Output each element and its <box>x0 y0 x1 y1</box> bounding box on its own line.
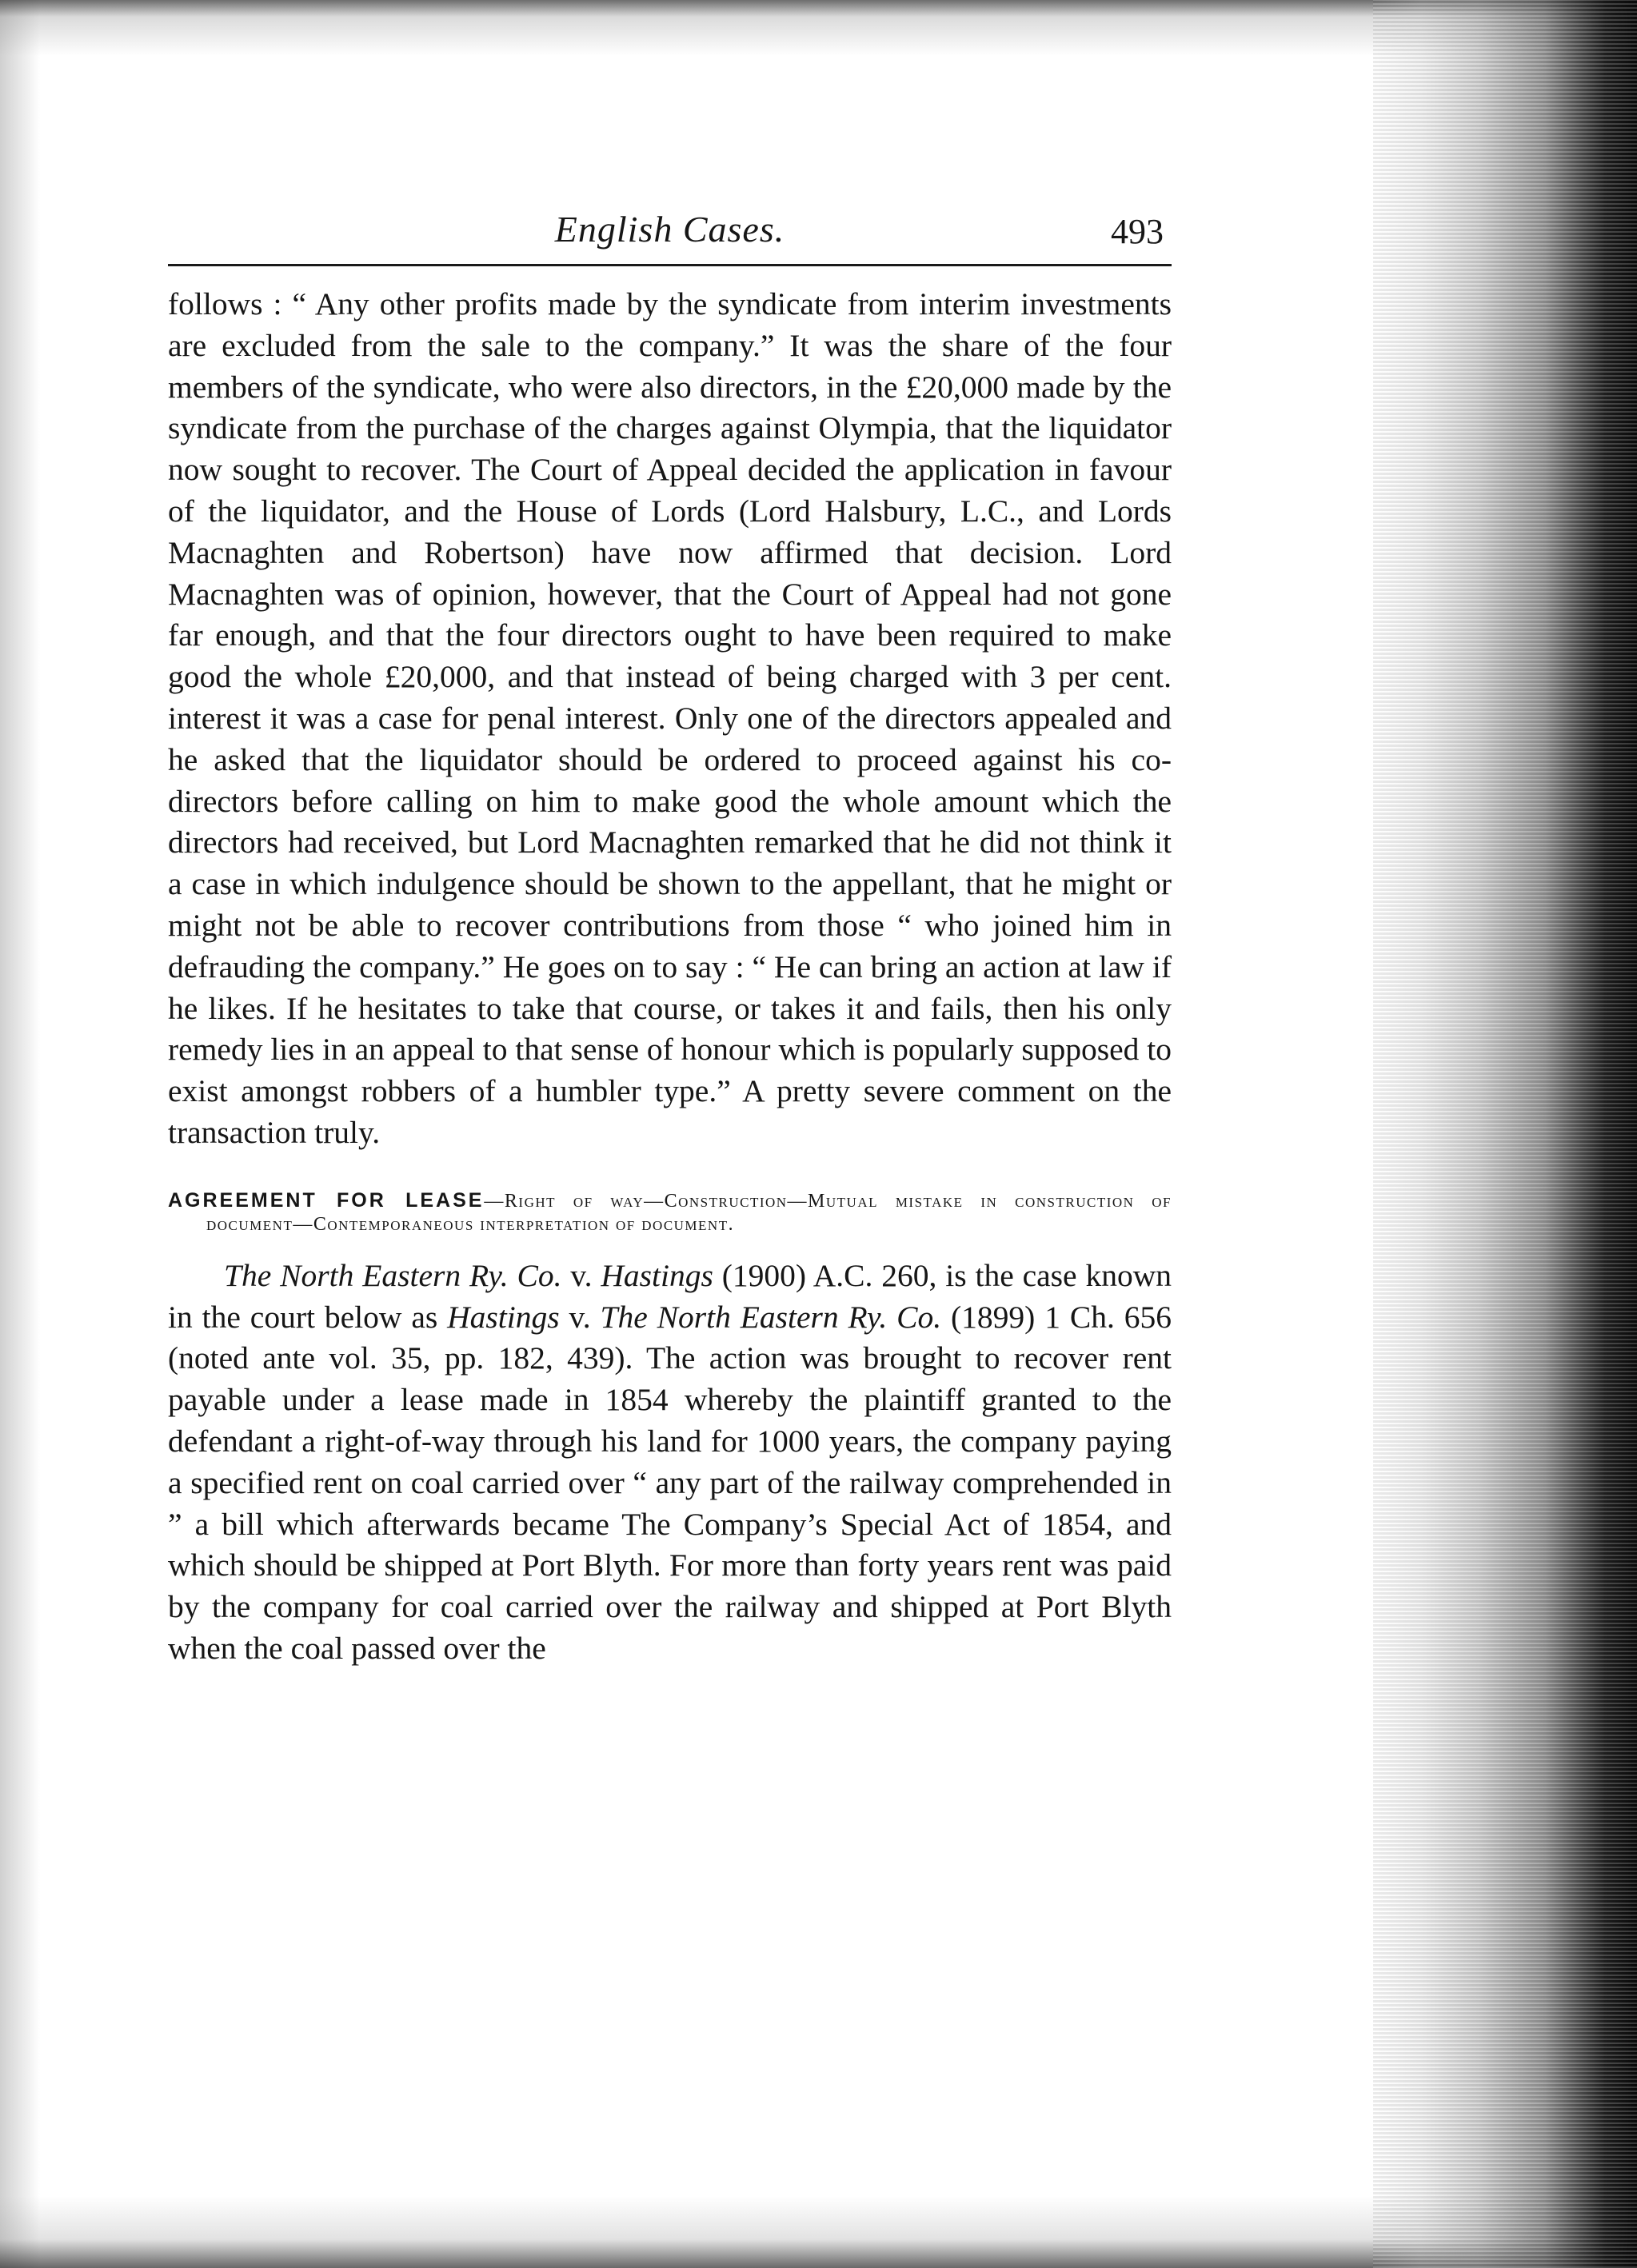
case-party: Hastings <box>447 1299 560 1335</box>
section-heading-lead: AGREEMENT FOR LEASE <box>168 1188 485 1212</box>
paragraph-olympia-case: follows : “ Any other profits made by the syndicate from interim investments are excluded from the sale to the company.” It was the share of the four members of the syndicate, who were also directors, in the £20,000 made by the syndicate from the purchase of the charges against Olympia, that the liquidator now sought to recover. The Court of Appeal decided the application in favour of the liquidator, and the House of Lords (Lord Halsbury, L.C., and Lords Macnaghten and Robertson) have now affirmed that decision. Lord Macnaghten was of opinion, however, that the Court of Appeal had not gone far enough, and that the four directors ought to have been required to make good the whole £20,000, and that instead of being charged with 3 per cent. interest it was a case for penal interest. Only one of the directors appealed and he asked that the liquidator should be ordered to proceed against his co-directors before calling on him to make good the whole amount which the directors had received, but Lord Macnaghten remarked that he did not think it a case in which indulgence should be shown to the appellant, that he might or might not be able to recover contributions from those “ who joined him in defrauding the company.” He goes on to say : “ He can bring an action at law if he likes. If he hesitates to take that course, or takes it and fails, then his only remedy lies in an appeal to that sense of honour which is popularly supposed to exist amongst robbers of a humbler type.” A pretty severe comment on the transaction truly. <box>168 286 1172 1150</box>
case-party: The North Eastern Ry. Co. <box>224 1257 562 1293</box>
citation: (1899) 1 Ch. 656 (noted ante vol. 35, pp. 182, 439). <box>168 1299 1172 1376</box>
running-header <box>168 192 1172 266</box>
scan-binding-edge <box>1373 0 1637 2268</box>
scan-shadow-left <box>0 0 40 2268</box>
page-number: 493 <box>1111 212 1164 251</box>
section-heading <box>168 1189 1172 1236</box>
versus: v. <box>559 1299 601 1335</box>
citation: (1900) A.C. 260, is the case known in the court below as <box>168 1257 1172 1335</box>
versus: v. <box>561 1257 601 1293</box>
paragraph-north-eastern-case <box>168 1256 1172 1670</box>
paragraph-text: The action was brought to recover rent payable under a lease made in 1854 whereby the plaintiff granted to the defendant a right-of-way through his land for 1000 years, the company paying a specified rent on coal carried over “ any part of the railway comprehended in ” a bill which afterwards became The Company’s Special Act of 1854, and which should be shipped at Port Blyth. For more than forty years rent was paid by the company for coal carried over the railway and shipped at Port Blyth when the coal passed over the <box>168 1340 1172 1666</box>
section-heading-subtopics: —Right of way—Construction—Mutual mistake in construction of document—Contemporaneous interpretation of document. <box>206 1190 1172 1235</box>
case-party: The North Eastern Ry. Co. <box>600 1299 942 1335</box>
running-title: English Cases. <box>554 209 785 250</box>
case-party: Hastings <box>601 1257 713 1293</box>
book-page <box>168 192 1172 1670</box>
